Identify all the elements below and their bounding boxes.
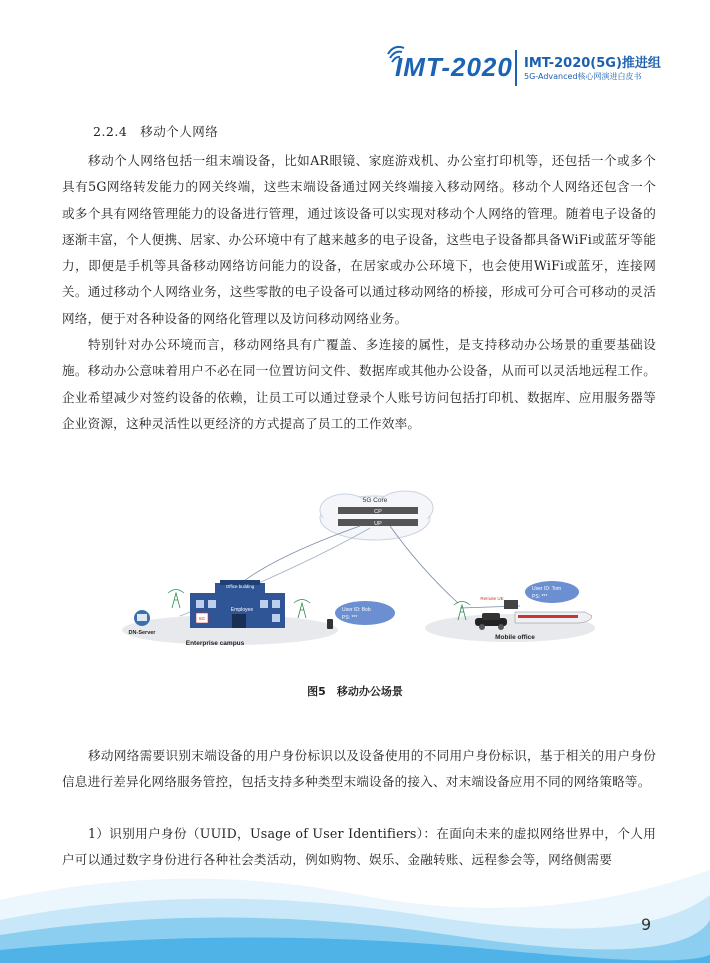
header-divider	[515, 50, 517, 86]
enterprise-campus-label: Enterprise campus	[185, 640, 245, 647]
footer-wave-decoration	[0, 840, 710, 963]
paragraph-1: 移动个人网络包括一组末端设备，比如AR眼镜、家庭游戏机、办公室打印机等，还包括一个或多个具有5G网络转发能力的网关终端，这些末端设备通过网关终端接入移动网络。移动个人网络还包含一个或多个具有网络管理能力的设备进行管理，通过该设备可以实现对移动个人网络的管理。随着电子设备的逐渐丰富，个人便携、居家、办公环境中有了越来越多的电子设备，这些电子设备都具备WiFi或蓝牙等能力，即便是手机等具备移动网络访问能力的设备，在居家或办公环境下，也会使用WiFi或蓝牙，连接网关。通过移动个人网络业务，这些零散的电子设备可以通过移动网络的桥接，形成可分可合可移动的灵活网络，便于对各种设备的网络化管理以及访问移动网络业务。	[62, 153, 656, 326]
user-bob-bubble	[335, 601, 395, 625]
antenna-icon	[294, 600, 310, 619]
header-title: IMT-2020(5G)推进组	[524, 56, 661, 71]
5g-badge-label: 5G	[198, 616, 206, 621]
cp-label: CP	[374, 509, 382, 515]
logo-text: IMT-2020	[395, 52, 513, 82]
up-label: UP	[374, 521, 382, 527]
header-subtitle: 5G-Advanced核心网演进白皮书	[524, 72, 642, 81]
train-icon	[515, 612, 592, 623]
page-header	[0, 0, 710, 100]
user-tom-ps: PS: ***	[532, 594, 548, 600]
paragraph-4: 1）识别用户身份（UUID，Usage of User Identifiers）：在面向未来的虚拟网络世界中，个人用户可以通过数字身份进行各种社会类活动，例如购物、娱乐、金融转账、远程参会等，网络侧需要	[62, 826, 656, 868]
mobile-office-diagram	[120, 488, 600, 653]
laptop-icon	[504, 600, 518, 609]
section-heading: 2.2.4 移动个人网络	[93, 124, 219, 139]
office-building-label: Office building	[225, 584, 255, 589]
dn-server-icon	[134, 610, 150, 626]
user-bob-label: User ID: Bob	[342, 607, 371, 613]
employee-label: Employee	[230, 607, 254, 613]
page-number: 9	[641, 915, 652, 934]
user-bob-ps: PS: ***	[342, 615, 358, 621]
core-label: 5G Core	[362, 497, 388, 504]
user-tom-label: User ID: Tom	[532, 586, 562, 592]
paragraph-2: 特别针对办公环境而言，移动网络具有广覆盖、多连接的属性，是支持移动办公场景的重要基础设施。移动办公意味着用户不必在同一位置访问文件、数据库或其他办公设备，从而可以灵活地远程工作。企业希望减少对签约设备的依赖，让员工可以通过登录个人账号访问包括打印机、数据库、应用服务器等企业资源，这种灵活性以更经济的方式提高了员工的工作效率。	[62, 337, 656, 431]
paragraph-3: 移动网络需要识别末端设备的用户身份标识以及设备使用的不同用户身份标识，基于相关的用户身份信息进行差异化网络服务管控，包括支持多种类型末端设备的接入、对末端设备应用不同的网络策略等。	[62, 748, 656, 790]
mobile-office-label: Mobile office	[495, 634, 535, 641]
antenna-icon	[168, 590, 184, 609]
phone-icon	[327, 619, 333, 629]
figure-caption: 图5 移动办公场景	[307, 685, 403, 698]
remote-ue-label: Remote UE	[480, 596, 504, 601]
dn-server-label: DN-Server	[128, 630, 156, 636]
